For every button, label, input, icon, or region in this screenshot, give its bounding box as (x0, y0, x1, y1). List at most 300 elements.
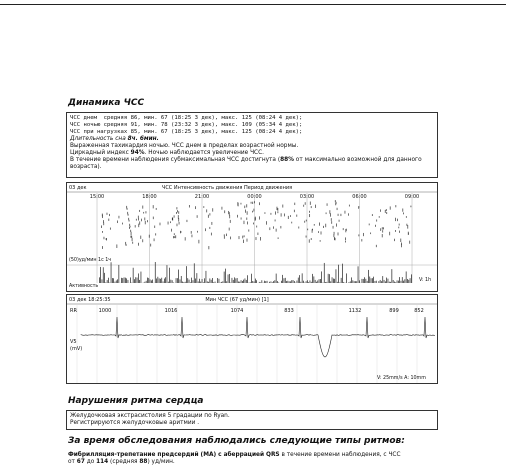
trend-activity-bar (336, 269, 337, 283)
rhythm-type-desc: в течение времени наблюдения, с ЧСС (279, 452, 401, 458)
trend-hr-tick (195, 206, 196, 209)
trend-activity-bar (273, 281, 274, 283)
trend-activity-bar (379, 281, 380, 283)
circadian-index-line (70, 150, 432, 157)
submax-hr-value: 88% (280, 157, 294, 163)
trend-hr-tick (117, 220, 118, 223)
rhythm-avg-hr: 88 (139, 459, 148, 465)
trend-hr-tick (399, 231, 400, 233)
trend-hr-tick (375, 225, 376, 227)
trend-hr-tick (382, 234, 383, 237)
trend-activity-bar (342, 264, 343, 283)
trend-activity-bar (117, 279, 118, 283)
trend-hr-tick (205, 228, 206, 231)
trend-activity-bar (107, 280, 108, 283)
trend-activity-bar (271, 281, 272, 283)
trend-activity-bar (337, 282, 338, 283)
trend-hr-tick (103, 220, 104, 223)
trend-hr-tick (230, 237, 231, 240)
trend-activity-bar (206, 271, 207, 283)
trend-activity-bar (372, 278, 373, 283)
trend-activity-bar (252, 281, 253, 283)
trend-activity-bar (102, 279, 103, 283)
trend-activity-bar (148, 278, 149, 283)
trend-hr-tick (296, 215, 297, 217)
trend-hr-tick (385, 210, 386, 213)
trend-activity-bar (407, 279, 408, 283)
trend-hr-tick (325, 224, 326, 228)
trend-activity-bar (204, 278, 205, 283)
trend-hr-tick (278, 237, 279, 239)
trend-hr-tick (127, 208, 128, 210)
trend-activity-bar (161, 278, 162, 283)
trend-activity-bar (262, 280, 263, 283)
trend-hr-tick (154, 226, 155, 228)
trend-activity-bar (176, 278, 177, 283)
trend-hr-tick (338, 232, 339, 235)
rhythm-min-hr: 67 (76, 459, 85, 465)
trend-hr-tick (395, 218, 396, 221)
trend-activity-bar (233, 280, 234, 283)
trend-hr-tick (142, 206, 143, 209)
trend-activity-bar (321, 271, 322, 283)
trend-activity-bar (349, 282, 350, 283)
trend-hr-tick (171, 229, 172, 232)
trend-hr-tick (197, 231, 198, 233)
trend-hr-tick (333, 226, 334, 229)
trend-activity-bar (343, 282, 344, 283)
ecg-trace (81, 317, 435, 357)
trend-activity-bar (289, 281, 290, 283)
trend-hr-tick (305, 202, 306, 205)
trend-hr-tick (136, 219, 137, 221)
trend-hr-tick (241, 217, 242, 219)
trend-hr-tick (284, 213, 285, 216)
trend-activity-bar (315, 280, 316, 283)
trend-hr-tick (175, 235, 176, 238)
trend-hr-tick (241, 203, 242, 205)
trend-hr-tick (281, 226, 282, 228)
trend-hr-tick (406, 216, 407, 218)
trend-activity-bar (213, 282, 214, 283)
heart-rate-summary-box (66, 112, 438, 178)
trend-activity-label: Активность (69, 284, 99, 289)
trend-activity-bar (382, 276, 383, 283)
trend-activity-bar (338, 265, 339, 283)
trend-activity-bar (200, 282, 201, 283)
trend-activity-bar (354, 281, 355, 283)
trend-hr-tick (178, 215, 179, 218)
ecg-rr-value: 1016 (164, 308, 178, 314)
trend-activity-bar (401, 281, 402, 283)
trend-hr-tick (407, 224, 408, 226)
trend-activity-bar (246, 280, 247, 283)
trend-activity-bar (312, 274, 313, 283)
trend-activity-bar (260, 282, 261, 283)
trend-activity-bar (243, 280, 244, 283)
trend-activity-bar (194, 263, 195, 283)
trend-hr-tick (177, 224, 178, 227)
trend-activity-bar (390, 282, 391, 283)
trend-hr-tick (345, 237, 346, 240)
trend-activity-bar (207, 281, 208, 283)
trend-hr-tick (187, 220, 188, 222)
trend-hr-tick (330, 213, 331, 216)
trend-activity-bar (108, 278, 109, 283)
trend-activity-bar (180, 279, 181, 283)
trend-hr-tick (389, 232, 390, 236)
trend-hr-tick (265, 212, 266, 214)
trend-hr-tick (345, 211, 346, 214)
trend-hr-tick (331, 221, 332, 224)
trend-activity-bar (380, 280, 381, 283)
trend-activity-bar (278, 282, 279, 283)
trend-hr-tick (334, 232, 335, 235)
trend-hr-tick (138, 218, 139, 220)
trend-hr-tick (291, 222, 292, 224)
trend-hr-tick (395, 230, 396, 232)
trend-hr-tick (345, 229, 346, 232)
trend-activity-bar (303, 281, 304, 283)
trend-activity-bar (141, 272, 142, 283)
trend-hr-tick (379, 216, 380, 218)
trend-activity-bar (232, 278, 233, 283)
trend-activity-bar (386, 278, 387, 283)
trend-hr-tick (197, 215, 198, 218)
arrhythmia-heading: Нарушения ритма сердца (68, 396, 204, 406)
trend-hr-tick (376, 245, 377, 247)
page-top-rule (0, 4, 506, 5)
trend-hr-series (101, 200, 411, 249)
trend-activity-bar (288, 281, 289, 283)
trend-hr-tick (230, 220, 231, 223)
trend-hr-tick (266, 221, 267, 224)
trend-hr-tick (395, 205, 396, 207)
trend-activity-bar (394, 282, 395, 283)
trend-hr-tick (244, 221, 245, 224)
trend-hr-tick (102, 215, 103, 218)
trend-activity-bar (186, 266, 187, 283)
trend-activity-bar (113, 278, 114, 283)
trend-hr-tick (153, 205, 154, 208)
trend-hr-tick (314, 224, 315, 226)
trend-activity-bar (311, 282, 312, 283)
tachycardia-line: Выраженная тахикардия ночью. ЧСС днем в пределах возрастной нормы. (70, 143, 299, 149)
trend-activity-bar (341, 278, 342, 283)
trend-activity-bar (398, 281, 399, 283)
trend-activity-bar (145, 282, 146, 283)
trend-activity-bar (228, 274, 229, 283)
sleep-duration-value: 8ч. 6мин. (127, 136, 159, 142)
trend-hr-tick (386, 212, 387, 214)
trend-activity-bar (381, 281, 382, 283)
trend-hr-tick (185, 237, 186, 240)
trend-activity-bar (133, 268, 134, 283)
trend-hr-tick (242, 236, 243, 239)
trend-activity-bar (320, 279, 321, 283)
trend-hr-tick (307, 229, 308, 231)
trend-hr-tick (309, 239, 310, 242)
trend-hr-tick (239, 236, 240, 239)
trend-activity-bar (112, 278, 113, 283)
trend-hr-tick (245, 210, 246, 213)
trend-hr-tick (323, 226, 324, 228)
trend-activity-bar (297, 281, 298, 283)
trend-hr-tick (407, 225, 408, 229)
trend-activity-bar (150, 279, 151, 283)
trend-hr-tick (243, 240, 244, 243)
trend-activity-bar (165, 277, 166, 283)
trend-hr-tick (254, 209, 255, 212)
trend-activity-bar (208, 282, 209, 283)
trend-time-label: 03:00 (299, 194, 315, 200)
trend-activity-bar (191, 278, 192, 283)
trend-hr-tick (247, 239, 248, 242)
trend-hr-tick (306, 220, 307, 222)
trend-activity-bar (100, 267, 101, 283)
trend-hr-tick (224, 236, 225, 239)
trend-hr-tick (251, 202, 252, 204)
trend-hr-tick (349, 205, 350, 207)
trend-hr-tick (386, 209, 387, 211)
trend-activity-bar (147, 278, 148, 283)
trend-hr-tick (173, 236, 174, 238)
trend-grid (67, 192, 437, 283)
trend-hr-tick (380, 209, 381, 211)
trend-hr-tick (403, 212, 404, 214)
trend-hr-tick (170, 221, 171, 223)
trend-activity-bar (234, 277, 235, 283)
trend-hr-tick (229, 212, 230, 215)
trend-hr-tick (246, 218, 247, 220)
trend-hr-tick (132, 238, 133, 241)
trend-hr-tick (255, 218, 256, 221)
trend-hr-tick (129, 220, 130, 222)
trend-hr-tick (192, 235, 193, 238)
trend-hr-tick (248, 229, 249, 231)
trend-activity-bar (351, 277, 352, 283)
trend-activity-bar (269, 282, 270, 283)
trend-activity-bar (103, 267, 104, 283)
trend-activity-bar (276, 274, 277, 283)
trend-activity-bar (284, 278, 285, 283)
trend-hr-tick (303, 205, 304, 207)
trend-activity-bar (197, 273, 198, 283)
trend-activity-bar (251, 274, 252, 283)
trend-hr-tick (155, 233, 156, 235)
trend-activity-bar (385, 281, 386, 283)
trend-hr-tick (275, 219, 276, 221)
trend-activity-bar (367, 281, 368, 283)
trend-activity-bar (327, 282, 328, 283)
trend-activity-bar (215, 282, 216, 283)
trend-hr-tick (178, 211, 179, 214)
trend-hr-tick (278, 208, 279, 211)
rhythm-type-name: Фибрилляция-трепетание предсердий (МА) с аберрацией QRS (68, 452, 280, 458)
trend-activity-bar (308, 282, 309, 283)
trend-hr-tick (244, 206, 245, 209)
trend-hr-tick (154, 238, 155, 241)
trend-hr-tick (139, 221, 140, 224)
trend-hr-tick (177, 207, 178, 209)
trend-hr-tick (401, 243, 402, 245)
trend-activity-bar (333, 279, 334, 283)
trend-hr-tick (206, 209, 207, 212)
trend-activity-bar (202, 279, 203, 283)
trend-activity-bar (116, 280, 117, 283)
trend-hr-tick (288, 216, 289, 219)
trend-hr-tick (129, 227, 130, 229)
trend-activity-bar (124, 277, 125, 283)
trend-activity-bar (224, 272, 225, 283)
trend-activity-bar (316, 282, 317, 283)
hr-day-line: ЧСС днем средняя 86, мин. 67 (18:25 3 дек), макс. 125 (08:24 4 дек); (70, 115, 303, 121)
trend-activity-bar (330, 281, 331, 283)
trend-activity-bar (371, 278, 372, 283)
trend-hr-tick (131, 232, 132, 236)
rhythm-max-hr: 114 (96, 459, 109, 465)
trend-hr-tick (269, 227, 270, 230)
hr-trend-plot (67, 183, 437, 291)
trend-hr-tick (126, 244, 127, 246)
trend-date-label: 03 дек (69, 185, 87, 191)
trend-hr-tick (309, 211, 310, 213)
trend-activity-bar (340, 282, 341, 283)
trend-activity-bar (167, 265, 168, 283)
arrhythmia-box (66, 410, 438, 430)
trend-activity-bar (286, 281, 287, 283)
trend-hr-tick (210, 213, 211, 215)
trend-activity-bar (397, 280, 398, 283)
trend-hr-tick (358, 206, 359, 208)
trend-hr-tick (334, 237, 335, 240)
trend-activity-bar (185, 282, 186, 283)
trend-activity-bar (250, 282, 251, 283)
trend-activity-bar (334, 279, 335, 283)
trend-activity-bar (358, 266, 359, 283)
trend-hr-tick (209, 246, 210, 249)
sleep-duration-line (70, 136, 432, 143)
trend-hr-tick (102, 246, 103, 249)
trend-activity-bar (324, 263, 325, 283)
trend-hr-tick (306, 236, 307, 238)
trend-activity-bar (256, 280, 257, 283)
trend-hr-tick (130, 226, 131, 228)
trend-hr-tick (294, 210, 295, 212)
trend-hr-tick (298, 227, 299, 229)
trend-activity-bar (272, 282, 273, 283)
trend-activity-bar (169, 268, 170, 283)
trend-hr-tick (271, 213, 272, 215)
trend-activity-bar (156, 278, 157, 283)
trend-activity-bar (198, 281, 199, 283)
trend-activity-bar (369, 277, 370, 283)
trend-hr-tick (256, 237, 257, 240)
trend-hr-tick (361, 239, 362, 241)
trend-activity-bar (126, 278, 127, 283)
trend-hr-tick (278, 211, 279, 213)
trend-hr-tick (237, 202, 238, 206)
trend-hr-tick (402, 208, 403, 211)
trend-activity-bar (199, 279, 200, 283)
ecg-rr-value: 899 (389, 308, 399, 314)
trend-hr-tick (147, 220, 148, 222)
trend-hr-tick (277, 207, 278, 210)
trend-hr-tick (229, 215, 230, 218)
trend-activity-bar (171, 280, 172, 283)
trend-activity-bar (146, 281, 147, 283)
trend-hr-tick (390, 206, 391, 209)
trend-activity-bar (319, 279, 320, 283)
trend-activity-bar (242, 281, 243, 283)
trend-activity-bar (275, 280, 276, 283)
trend-time-label: 09:00 (404, 194, 420, 200)
trend-hr-tick (315, 205, 316, 208)
trend-hr-tick (376, 219, 377, 221)
trend-activity-bar (151, 280, 152, 283)
trend-hr-tick (130, 230, 131, 232)
trend-activity-bar (307, 280, 308, 283)
trend-activity-bar (265, 281, 266, 283)
trend-activity-bar (306, 281, 307, 283)
trend-activity-bar (226, 281, 227, 283)
trend-activity-bar (291, 280, 292, 283)
trend-activity-bar (281, 281, 282, 283)
trend-activity-bar (395, 282, 396, 283)
trend-activity-bar (350, 281, 351, 283)
trend-activity-bar (239, 282, 240, 283)
trend-time-label: 06:00 (352, 194, 367, 200)
trend-hr-tick (398, 227, 399, 229)
trend-activity-bar (317, 280, 318, 283)
trend-activity-bar (178, 270, 179, 283)
trend-hr-tick (383, 227, 384, 229)
trend-hr-tick (143, 212, 144, 214)
trend-hr-tick (399, 224, 400, 226)
ecg-speed-label: V: 25mm/s A: 10mm (377, 376, 426, 381)
trend-activity-bar (302, 273, 303, 283)
rhythm-types-heading: За время обследования наблюдались следующие типы ритмов: (68, 436, 405, 446)
trend-hr-tick (107, 213, 108, 215)
trend-activity-bar (182, 282, 183, 283)
trend-hr-tick (290, 215, 291, 217)
trend-hr-tick (309, 214, 310, 217)
trend-activity-bar (158, 277, 159, 283)
trend-hr-tick (282, 205, 283, 208)
trend-activity-bar (362, 279, 363, 283)
trend-hr-tick (304, 221, 305, 223)
trend-hr-tick (273, 226, 274, 228)
trend-hr-tick (276, 229, 277, 232)
trend-time-label: 15:00 (89, 194, 105, 200)
trend-hr-tick (363, 233, 364, 236)
trend-hr-tick (174, 215, 175, 217)
trend-activity-bar (238, 282, 239, 283)
trend-hr-tick (156, 208, 157, 210)
trend-hr-tick (203, 206, 204, 208)
ecg-rr-label: RR (70, 308, 77, 314)
trend-activity-bar (181, 276, 182, 283)
trend-activity-bar (172, 280, 173, 283)
trend-hr-tick (122, 223, 123, 225)
trend-activity-bar (128, 280, 129, 283)
trend-activity-bar (388, 279, 389, 283)
trend-hr-tick (337, 208, 338, 210)
trend-activity-bar (210, 278, 211, 283)
trend-activity-bar (399, 277, 400, 283)
trend-activity-bar (408, 280, 409, 283)
trend-hr-tick (106, 238, 107, 240)
